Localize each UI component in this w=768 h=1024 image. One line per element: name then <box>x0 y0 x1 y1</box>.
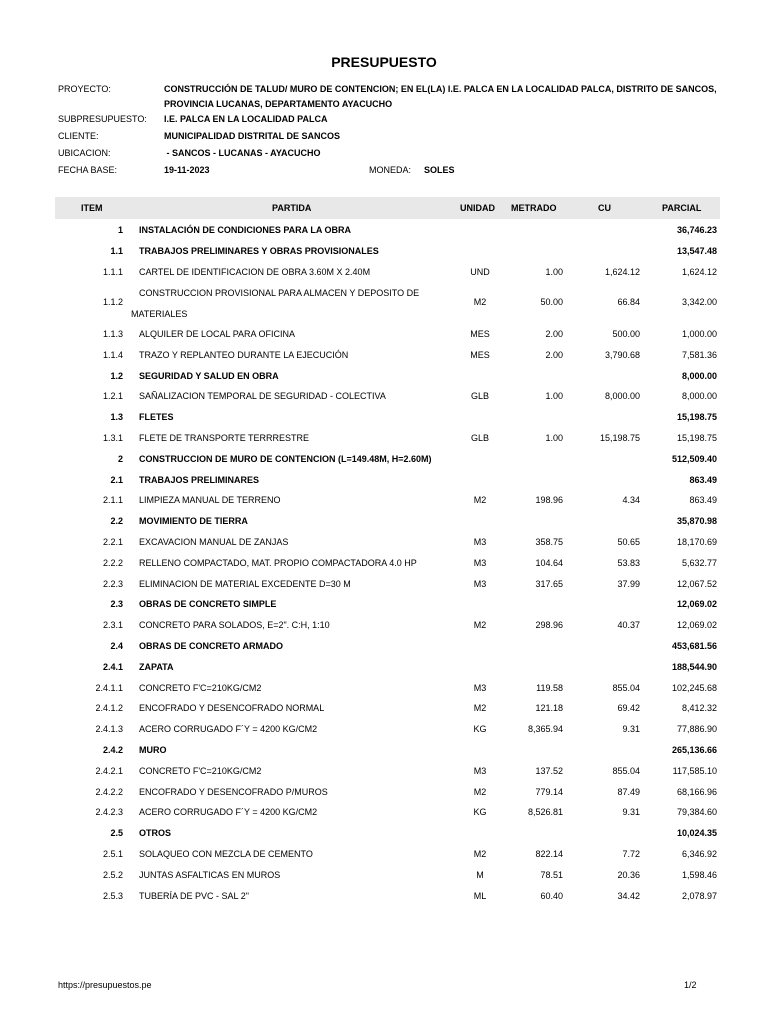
row-unit: M2 <box>473 848 487 859</box>
row-unit-cost: 15,198.75 <box>599 432 640 443</box>
row-unit-cost: 87.49 <box>617 786 640 797</box>
row-item: 2.4 <box>110 640 123 651</box>
row-metrado: 358.75 <box>535 536 563 547</box>
row-metrado: 1.00 <box>545 432 563 443</box>
row-unit-cost: 9.31 <box>622 724 640 735</box>
row-metrado: 2.00 <box>545 328 563 339</box>
row-item: 2.4.2 <box>102 744 123 755</box>
section-row <box>55 635 720 656</box>
row-description: INSTALACIÓN DE CONDICIONES PARA LA OBRA <box>139 225 352 235</box>
row-unit-cost: 40.37 <box>617 620 640 631</box>
row-unit: M3 <box>473 536 487 547</box>
row-parcial: 35,870.98 <box>676 516 717 527</box>
row-description: ENCOFRADO Y DESENCOFRADO P/MUROS <box>139 786 328 797</box>
table-row <box>55 697 720 718</box>
row-parcial: 5,632.77 <box>681 557 717 568</box>
row-parcial: 6,346.92 <box>681 848 717 859</box>
proyecto-label: PROYECTO: <box>58 84 111 94</box>
table-row <box>55 885 720 906</box>
table-row <box>55 531 720 552</box>
document-title: PRESUPUESTO <box>331 54 437 70</box>
row-description: FLETE DE TRANSPORTE TERRRESTRE <box>139 432 310 443</box>
row-item: 2.4.1.1 <box>95 682 123 693</box>
moneda-label: MONEDA: <box>369 165 412 175</box>
row-metrado: 121.18 <box>535 703 563 714</box>
table-row <box>55 323 720 344</box>
row-description: CARTEL DE IDENTIFICACION DE OBRA 3.60M X 2.40M <box>139 266 371 277</box>
row-parcial: 7,581.36 <box>681 349 717 360</box>
table-row <box>55 614 720 635</box>
row-metrado: 50.00 <box>540 297 563 308</box>
row-description: ACERO CORRUGADO F´Y = 4200 KG/CM2 <box>139 807 318 818</box>
row-unit: M3 <box>473 557 487 568</box>
row-item: 2.1 <box>110 474 123 485</box>
row-parcial: 12,069.02 <box>676 599 717 610</box>
row-parcial: 117,585.10 <box>672 765 717 776</box>
row-description: ENCOFRADO Y DESENCOFRADO NORMAL <box>139 703 325 714</box>
row-item: 2.2.3 <box>102 578 123 589</box>
row-unit: M2 <box>473 495 487 506</box>
row-description: SOLAQUEO CON MEZCLA DE CEMENTO <box>139 848 313 859</box>
row-description: LIMPIEZA MANUAL DE TERRENO <box>139 495 281 506</box>
row-unit: GLB <box>470 432 489 443</box>
row-item: 2.4.1 <box>102 661 123 672</box>
row-metrado: 119.58 <box>536 682 563 693</box>
row-item: 1.1 <box>110 245 123 256</box>
row-metrado: 198.96 <box>535 495 563 506</box>
row-description: OTROS <box>139 828 172 839</box>
row-item: 2.2 <box>110 516 123 527</box>
section-row <box>55 739 720 760</box>
table-row <box>55 781 720 802</box>
row-item: 2.1.1 <box>102 495 123 506</box>
row-parcial: 2,078.97 <box>681 890 717 901</box>
row-description: CONCRETO PARA SOLADOS, E=2". C:H, 1:10 <box>139 620 330 631</box>
table-row <box>55 801 720 822</box>
row-parcial: 265,136.66 <box>671 744 717 755</box>
header-parcial: PARCIAL <box>662 203 702 213</box>
row-item: 2.3.1 <box>102 620 123 631</box>
header-partida: PARTIDA <box>272 203 312 213</box>
ubicacion-label: UBICACION: <box>58 148 111 158</box>
section-row <box>55 510 720 531</box>
row-unit-cost: 50.65 <box>617 536 640 547</box>
budget-table-body <box>55 219 720 905</box>
row-description: ELIMINACION DE MATERIAL EXCEDENTE D=30 M <box>139 578 351 589</box>
row-metrado: 1.00 <box>545 391 563 402</box>
table-row <box>55 677 720 698</box>
table-row <box>55 261 720 282</box>
subpresupuesto-value: I.E. PALCA EN LA LOCALIDAD PALCA <box>164 114 328 124</box>
row-description: JUNTAS ASFALTICAS EN MUROS <box>139 869 281 880</box>
table-row <box>55 344 720 365</box>
row-parcial: 68,166.96 <box>676 786 717 797</box>
row-item: 1.3 <box>110 412 123 423</box>
row-metrado: 78.51 <box>540 869 563 880</box>
row-unit: M2 <box>473 786 487 797</box>
row-unit: UND <box>470 266 490 277</box>
row-unit-cost: 4.34 <box>622 495 640 506</box>
row-parcial: 3,342.00 <box>681 297 717 308</box>
table-row <box>55 864 720 885</box>
fecha-label: FECHA BASE: <box>58 165 118 175</box>
section-row <box>55 240 720 261</box>
row-item: 2 <box>117 453 123 464</box>
row-item: 2.4.2.3 <box>95 807 123 818</box>
row-description: SAÑALIZACION TEMPORAL DE SEGURIDAD - COLECTIVA <box>139 391 386 402</box>
ubicacion-value: - SANCOS - LUCANAS - AYACUCHO <box>164 148 321 158</box>
row-unit: M3 <box>473 682 487 693</box>
row-description: CONSTRUCCION DE MURO DE CONTENCION (L=149.48M, H=2.60M) <box>139 453 432 464</box>
row-unit: M2 <box>473 620 487 631</box>
table-row <box>55 718 720 739</box>
table-row <box>55 489 720 510</box>
row-unit: KG <box>473 724 487 735</box>
row-unit-cost: 855.04 <box>612 682 640 693</box>
row-parcial: 79,384.60 <box>676 807 717 818</box>
row-item: 2.5.1 <box>102 848 123 859</box>
section-row <box>55 365 720 386</box>
row-parcial: 188,544.90 <box>671 661 717 672</box>
row-description: TRABAJOS PRELIMINARES Y OBRAS PROVISIONALES <box>139 245 379 256</box>
row-item: 2.5 <box>110 828 123 839</box>
row-unit: M2 <box>473 297 487 308</box>
row-unit-cost: 7.72 <box>622 848 640 859</box>
row-unit-cost: 53.83 <box>617 557 640 568</box>
row-parcial: 8,000.00 <box>681 370 717 381</box>
row-unit-cost: 855.04 <box>612 765 640 776</box>
row-description: MOVIMIENTO DE TIERRA <box>139 516 248 527</box>
table-row <box>55 760 720 781</box>
row-unit: M3 <box>473 578 487 589</box>
row-unit: M2 <box>473 703 487 714</box>
row-unit: ML <box>473 890 487 901</box>
row-unit: MES <box>470 328 490 339</box>
row-parcial: 8,412.32 <box>681 703 717 714</box>
header-item: ITEM <box>81 203 103 213</box>
row-parcial: 15,198.75 <box>676 432 717 443</box>
section-row <box>55 469 720 490</box>
row-unit-cost: 66.84 <box>617 297 640 308</box>
row-item: 2.3 <box>110 599 123 610</box>
page-number: 1/2 <box>684 980 697 990</box>
row-metrado: 60.40 <box>540 890 563 901</box>
row-metrado: 137.52 <box>535 765 563 776</box>
row-description: CONSTRUCCION PROVISIONAL PARA ALMACEN Y DEPOSITO DE MATERIALES <box>131 288 420 320</box>
row-metrado: 317.65 <box>535 578 563 589</box>
row-unit-cost: 34.42 <box>617 890 640 901</box>
row-unit: MES <box>470 349 490 360</box>
row-description: ZAPATA <box>139 661 174 672</box>
table-row <box>55 281 720 323</box>
row-item: 1.2.1 <box>102 391 123 402</box>
row-item: 1.3.1 <box>102 432 123 443</box>
header-metrado: METRADO <box>511 203 557 213</box>
row-unit-cost: 20.36 <box>617 869 640 880</box>
row-parcial: 12,069.02 <box>676 620 717 631</box>
row-metrado: 822.14 <box>535 848 563 859</box>
row-metrado: 1.00 <box>545 266 563 277</box>
row-item: 2.2.1 <box>102 536 123 547</box>
section-row <box>55 593 720 614</box>
header-cu: CU <box>598 203 611 213</box>
row-description: OBRAS DE CONCRETO SIMPLE <box>139 599 277 610</box>
row-description: TRABAJOS PRELIMINARES <box>139 474 260 485</box>
row-description: CONCRETO F'C=210KG/CM2 <box>139 682 262 693</box>
row-metrado: 779.14 <box>535 786 563 797</box>
section-row <box>55 406 720 427</box>
row-parcial: 102,245.68 <box>671 682 717 693</box>
row-parcial: 1,624.12 <box>681 266 717 277</box>
row-item: 2.4.1.3 <box>95 724 123 735</box>
footer-url: https://presupuestos.pe <box>58 980 152 990</box>
row-unit-cost: 8,000.00 <box>604 391 640 402</box>
row-unit: GLB <box>470 391 489 402</box>
row-item: 1.1.4 <box>102 349 123 360</box>
row-unit-cost: 37.99 <box>617 578 640 589</box>
row-description: SEGURIDAD Y SALUD EN OBRA <box>139 370 279 381</box>
row-item: 2.2.2 <box>102 557 123 568</box>
row-metrado: 2.00 <box>545 349 563 360</box>
row-parcial: 1,000.00 <box>681 328 717 339</box>
moneda-value: SOLES <box>424 165 455 175</box>
table-row <box>55 427 720 448</box>
row-unit-cost: 500.00 <box>612 328 640 339</box>
fecha-value: 19-11-2023 <box>164 165 210 175</box>
table-row <box>55 385 720 406</box>
row-parcial: 863.49 <box>689 474 717 485</box>
row-parcial: 15,198.75 <box>676 412 717 423</box>
row-parcial: 36,746.23 <box>676 225 717 235</box>
row-metrado: 104.64 <box>535 557 563 568</box>
row-description: OBRAS DE CONCRETO ARMADO <box>139 640 284 651</box>
row-unit: M3 <box>473 765 487 776</box>
cliente-value: MUNICIPALIDAD DISTRITAL DE SANCOS <box>164 131 341 141</box>
row-description: ACERO CORRUGADO F´Y = 4200 KG/CM2 <box>139 724 318 735</box>
row-parcial: 512,509.40 <box>671 453 717 464</box>
row-description: RELLENO COMPACTADO, MAT. PROPIO COMPACTADORA 4.0 HP <box>139 557 417 568</box>
row-item: 1.1.1 <box>102 266 123 277</box>
row-unit: M <box>476 869 484 880</box>
row-item: 2.4.1.2 <box>95 703 123 714</box>
row-parcial: 453,681.56 <box>671 640 717 651</box>
table-row <box>55 843 720 864</box>
row-description: CONCRETO F'C=210KG/CM2 <box>139 765 262 776</box>
row-item: 2.4.2.1 <box>95 765 123 776</box>
section-row <box>55 219 720 240</box>
row-unit-cost: 3,790.68 <box>604 349 640 360</box>
row-description: ALQUILER DE LOCAL PARA OFICINA <box>139 328 296 339</box>
row-metrado: 8,526.81 <box>527 807 563 818</box>
row-parcial: 8,000.00 <box>681 391 717 402</box>
row-unit-cost: 1,624.12 <box>604 266 640 277</box>
row-parcial: 10,024.35 <box>676 828 717 839</box>
subpresupuesto-label: SUBPRESUPUESTO: <box>58 114 147 124</box>
section-row <box>55 822 720 843</box>
row-parcial: 18,170.69 <box>676 536 717 547</box>
row-unit-cost: 69.42 <box>617 703 640 714</box>
row-description: EXCAVACION MANUAL DE ZANJAS <box>139 536 289 547</box>
row-metrado: 8,365.94 <box>527 724 563 735</box>
row-parcial: 1,598.46 <box>681 869 717 880</box>
row-description: TUBERÍA DE PVC - SAL 2" <box>139 890 249 901</box>
row-item: 2.5.3 <box>102 890 123 901</box>
row-parcial: 77,886.90 <box>676 724 717 735</box>
row-unit: KG <box>473 807 487 818</box>
cliente-label: CLIENTE: <box>58 131 99 141</box>
row-item: 1.1.3 <box>102 328 123 339</box>
row-parcial: 863.49 <box>689 495 717 506</box>
row-item: 2.5.2 <box>102 869 123 880</box>
row-description: TRAZO Y REPLANTEO DURANTE LA EJECUCIÓN <box>139 349 349 360</box>
table-row <box>55 552 720 573</box>
row-item: 1.1.2 <box>102 297 123 308</box>
row-metrado: 298.96 <box>535 620 563 631</box>
row-parcial: 13,547.48 <box>676 245 717 256</box>
row-description: FLETES <box>139 412 174 423</box>
row-item: 1.2 <box>110 370 123 381</box>
header-unidad: UNIDAD <box>460 203 495 213</box>
proyecto-value: CONSTRUCCIÓN DE TALUD/ MURO DE CONTENCION; EN EL(LA) I.E. PALCA EN LA LOCALIDAD PALCA, DISTRITO DE SANCOS, PROVINCIA LUCANAS, DEPARTAMENTO AYACUCHO <box>164 84 717 109</box>
section-row <box>55 448 720 469</box>
row-description: MURO <box>139 744 167 755</box>
row-unit-cost: 9.31 <box>622 807 640 818</box>
row-parcial: 12,067.52 <box>676 578 717 589</box>
section-row <box>55 656 720 677</box>
table-header <box>55 197 720 219</box>
row-item: 1 <box>117 225 123 235</box>
row-item: 2.4.2.2 <box>95 786 123 797</box>
table-row <box>55 573 720 594</box>
